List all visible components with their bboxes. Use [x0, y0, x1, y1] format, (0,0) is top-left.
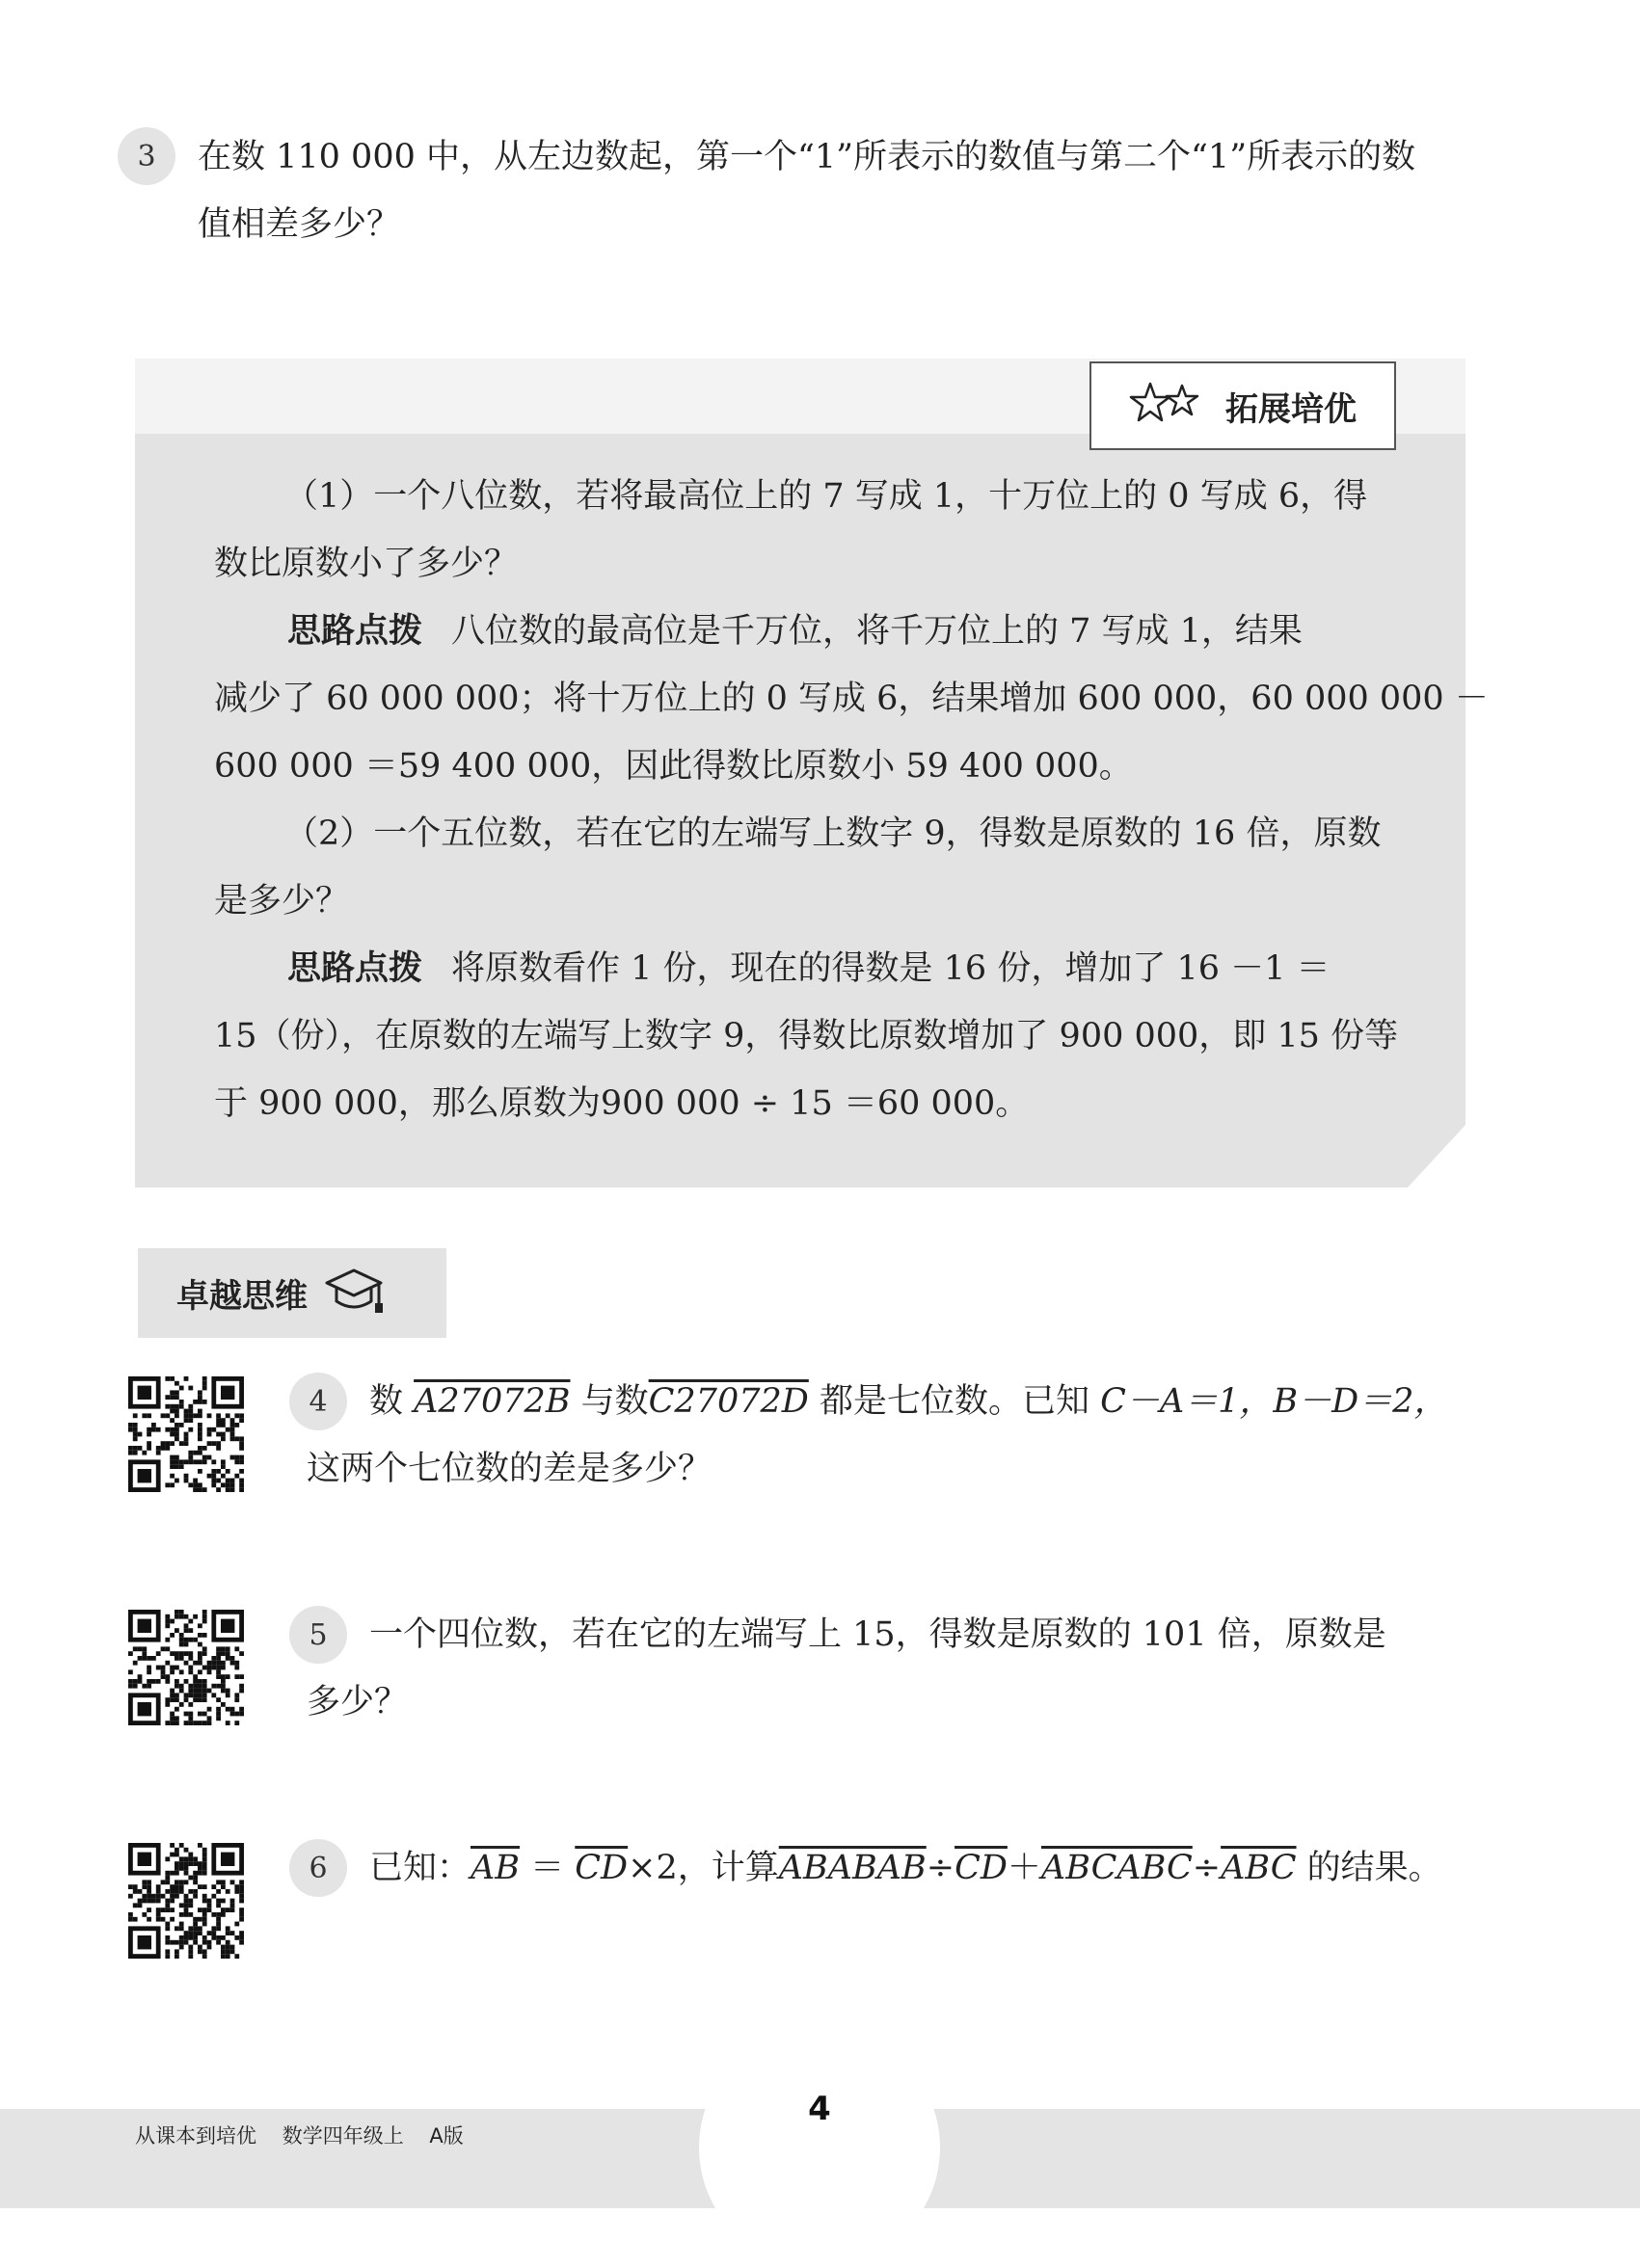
excellence-header-label: 卓越思维 [176, 1277, 308, 1316]
q4-number-a: A27072B [414, 1382, 571, 1421]
q6-abc: $\overline{ABC}$ [1221, 1849, 1297, 1887]
hint-1-label: 思路点拨 [287, 611, 423, 651]
excellence-header [138, 1248, 446, 1338]
page-number: 4 [808, 2090, 831, 2128]
problem-1-line-1: （1）一个八位数，若将最高位上的 7 写成 1，十万位上的 0 写成 6，得 [284, 477, 1368, 516]
hint-1-line-1 [287, 598, 1303, 665]
question-3-line-2: 值相差多少？ [198, 205, 401, 244]
qr-code-icon[interactable] [128, 1376, 244, 1492]
q6-times: ×2，计算 [628, 1849, 779, 1887]
q6-div1: ÷ [926, 1849, 955, 1887]
q6-div2: ÷ [1192, 1849, 1222, 1887]
question-5-line-2: 多少？ [307, 1683, 409, 1721]
q4-post: 都是七位数。已知 [808, 1382, 1101, 1421]
question-3-line-1: 在数 110 000 中，从左边数起，第一个“1”所表示的数值与第二个“1”所表示的数 [198, 138, 1416, 176]
hint-2-line-3: 于 900 000，那么原数为900 000 ÷ 15 ＝60 000。 [214, 1084, 1030, 1123]
question-4-line-2: 这两个七位数的差是多少？ [307, 1450, 712, 1488]
question-number-4: 4 [289, 1373, 347, 1430]
hint-2-label: 思路点拨 [287, 948, 423, 988]
footer-book-title: 从课本到培优 数学四年级上 A版 [135, 2124, 464, 2148]
q4-pre: 数 [369, 1382, 415, 1421]
q6-plus: ＋ [1007, 1849, 1041, 1887]
hint-2-line-1 [287, 935, 1331, 1002]
q4-condition: C－A＝1，B－D＝2， [1100, 1382, 1448, 1421]
q6-post: 的结果。 [1296, 1849, 1442, 1887]
q4-number-c: C27072D [648, 1382, 809, 1421]
problem-2-line-2: 是多少？ [214, 882, 350, 921]
problem-2-line-1: （2）一个五位数，若在它的左端写上数字 9，得数是原数的 16 倍，原数 [284, 814, 1382, 853]
graduation-cap-icon [323, 1265, 385, 1322]
q6-ab: $\overline{AB}$ [470, 1849, 521, 1887]
hint-1-line-3: 600 000 ＝59 400 000，因此得数比原数小 59 400 000。 [214, 747, 1133, 786]
question-5-line-1: 一个四位数，若在它的左端写上 15，得数是原数的 101 倍，原数是 [369, 1615, 1386, 1654]
question-number-3: 3 [118, 127, 175, 185]
question-4-line-1 [369, 1368, 1447, 1435]
footer-page-bump [699, 2027, 940, 2268]
hint-1-line-2: 减少了 60 000 000；将十万位上的 0 写成 6，结果增加 600 000，60 000 000 － [214, 680, 1489, 718]
question-6-line-1 [369, 1834, 1442, 1902]
hint-1-text: 八位数的最高位是千万位，将千万位上的 7 写成 1，结果 [451, 612, 1303, 651]
hint-2-text: 将原数看作 1 份，现在的得数是 16 份，增加了 16 －1 ＝ [451, 949, 1331, 988]
question-number-5: 5 [289, 1606, 347, 1664]
q6-abcabc: ABCABC [1040, 1849, 1193, 1887]
q6-ababab: ABABAB [778, 1849, 927, 1887]
extension-header [1089, 361, 1396, 450]
q6-cd: $\overline{CD}$ [575, 1849, 629, 1887]
q4-mid: 与数 [570, 1382, 649, 1421]
q6-cd2: $\overline{CD}$ [954, 1849, 1008, 1887]
qr-code-icon[interactable] [128, 1610, 244, 1725]
qr-code-icon[interactable] [128, 1843, 244, 1959]
q6-eq: ＝ [520, 1849, 576, 1887]
stars-icon [1129, 380, 1204, 432]
question-number-6: 6 [289, 1839, 347, 1897]
hint-2-line-2: 15（份），在原数的左端写上数字 9，得数比原数增加了 900 000，即 15 份等 [214, 1017, 1399, 1055]
q6-pre: 已知： [369, 1849, 471, 1887]
problem-1-line-2: 数比原数小了多少？ [214, 545, 519, 583]
extension-header-label: 拓展培优 [1225, 389, 1357, 429]
